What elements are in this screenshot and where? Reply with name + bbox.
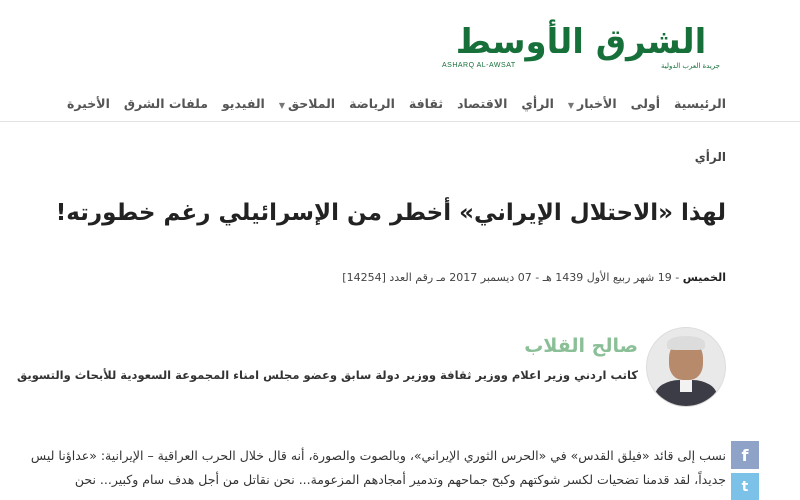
twitter-icon: t bbox=[741, 479, 749, 495]
nav-item-opinion[interactable] bbox=[521, 96, 554, 111]
article-date-details: - 19 شهر ربيع الأول 1439 هـ - 07 ديسمبر 2017 مـ رقم العدد [14254] bbox=[342, 271, 683, 284]
logo-tagline-en: ASHARQ AL-AWSAT bbox=[442, 62, 516, 69]
nav-item-sports[interactable] bbox=[349, 96, 395, 111]
logo-wordmark-text: الشرق الأوسط bbox=[455, 22, 707, 62]
avatar-collar-shape bbox=[680, 378, 692, 392]
nav-item-files[interactable] bbox=[124, 96, 208, 111]
nav-item-label: ثقافة bbox=[408, 95, 444, 111]
body-paragraph-line: نسب إلى قائد «فيلق القدس» في «الحرس الثوري الإيراني»، وبالصوت والصورة، أنه قال خلال الحرب العراقية – الإيرانية: «عداؤنا ليس bbox=[30, 448, 726, 463]
nav-item-home[interactable] bbox=[674, 96, 726, 111]
nav-item-label: الرأي bbox=[521, 95, 554, 111]
article-date-day: الخميس bbox=[682, 271, 726, 284]
facebook-icon: f bbox=[741, 445, 749, 465]
chevron-down-icon: ▼ bbox=[567, 100, 575, 110]
nav-item-label: الفيديو bbox=[221, 95, 265, 111]
facebook-share-button[interactable] bbox=[731, 441, 759, 469]
nav-item-supplements[interactable] bbox=[279, 96, 335, 111]
nav-item-video[interactable] bbox=[222, 96, 265, 111]
logo-tagline-ar: جريدة العرب الدولية bbox=[661, 62, 720, 70]
nav-item-label: الاقتصاد bbox=[457, 95, 508, 111]
body-paragraph-line: جديداً، لقد قدمنا تضحيات لكسر شوكتهم وكبح جماحهم وتدمير أمجادهم المزعومة... نحن نقاتل من أجل هدف سام وكبير... نحن bbox=[74, 472, 726, 487]
nav-item-front-page[interactable] bbox=[631, 96, 660, 111]
author-bio: كاتب اردني وزير اعلام ووزير ثقافة ووزير دولة سابق وعضو مجلس امناء المجموعة السعودية للأبحاث والتسويق bbox=[17, 368, 638, 382]
author-avatar[interactable] bbox=[646, 327, 726, 407]
nav-item-last-page[interactable] bbox=[67, 96, 110, 111]
article-meta bbox=[342, 271, 726, 284]
twitter-share-button[interactable] bbox=[731, 473, 759, 500]
nav-item-culture[interactable] bbox=[409, 96, 443, 111]
nav-item-label: الأخيرة bbox=[67, 95, 110, 111]
nav-item-label: الملاحق bbox=[287, 95, 336, 111]
nav-item-label: الرئيسية bbox=[674, 95, 726, 111]
nav-item-label: الرياضة bbox=[349, 95, 395, 111]
chevron-down-icon: ▼ bbox=[278, 100, 285, 110]
main-nav bbox=[67, 92, 726, 114]
author-name[interactable]: صالح القلاب bbox=[524, 335, 638, 357]
nav-item-news[interactable] bbox=[568, 96, 617, 111]
site-logo[interactable] bbox=[436, 22, 726, 82]
nav-item-label: ملفات الشرق bbox=[123, 95, 208, 111]
logo-wordmark bbox=[436, 22, 726, 62]
section-label[interactable]: الرأي bbox=[694, 150, 726, 164]
logo-tagline bbox=[436, 62, 726, 70]
nav-item-label: أولى bbox=[630, 95, 661, 111]
nav-item-label: الأخبار bbox=[577, 95, 617, 111]
avatar-hair-shape bbox=[667, 336, 705, 350]
article-body bbox=[8, 444, 726, 492]
nav-item-economy[interactable] bbox=[457, 96, 507, 111]
share-buttons bbox=[731, 441, 759, 500]
article-headline: لهذا «الاحتلال الإيراني» أخطر من الإسرائيلي رغم خطورته! bbox=[55, 200, 726, 226]
nav-divider bbox=[0, 121, 800, 122]
